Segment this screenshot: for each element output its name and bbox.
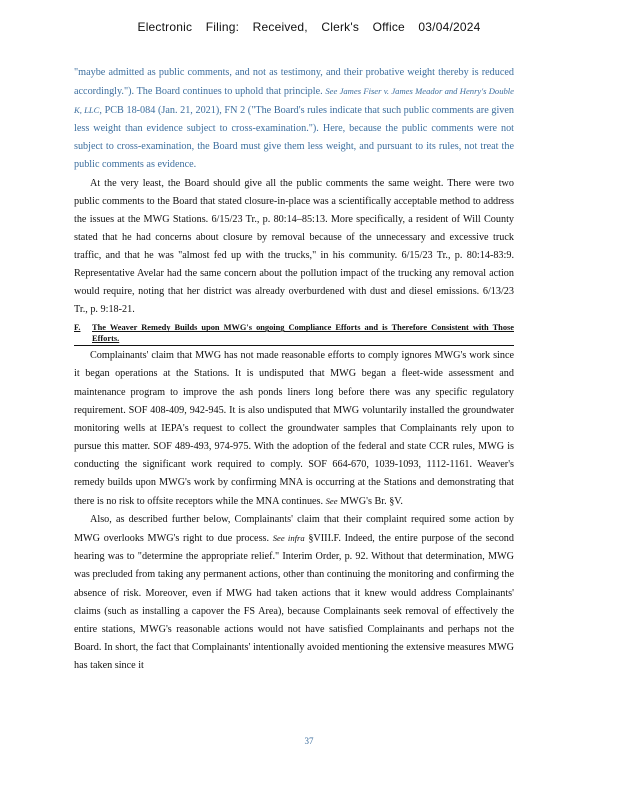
compliance-text: Complainants' claim that MWG has not made reasonable efforts to comply ignores MWG's work since it began operations at the Stations. It is undisputed that MWG began a fleet-wide assessment and maintenance program to improve the ash ponds liners long before there was any specific regulatory requirement. SOF 408-409, 942-945. It is also undisputed that MWG voluntarily installed the groundwater monitoring wells at IEPA's request to collect the groundwater samples that Complainants rely upon to pursue this matter. SOF 489-493, 974-975. With the adoption of the federal and state CCR rules, MWG is conducting the significant work required to comply. SOF 664-670, 1039-1093, 1112-1161. Weaver's remedy builds upon MWG's work by confirming MNA is occurring at the Stations and demonstrating that there is no risk to offsite receptors while the MNA continues. — [74, 350, 514, 508]
due-process-text-end: §VIII.F. Indeed, the entire purpose of the second hearing was to "determine the appropriate relief." Interim Order, p. 92. Without that determination, MWG was precluded from taking any permanent actions, other than continuing the monitoring and confirming the absence of risk. Moreover, even if MWG had taken actions that it knew would address Complainants' claims (such as installing a capover the FS Area), because Complainants seek removal of effectively the entire stations, MWG's reasonable actions would not have satisfied Complainants and perhaps not the Board. In short, the fact that Complainants' intentionally avoided mentioning the extensive measures MWG has taken since it — [74, 533, 514, 671]
paragraph-due-process — [74, 511, 514, 675]
paragraph-public-comments-quote — [74, 64, 514, 175]
section-heading-text: The Weaver Remedy Builds upon MWG's ongoing Compliance Efforts and is Therefore Consistent with Those Efforts. — [92, 323, 514, 344]
see-signal: See — [325, 496, 338, 507]
filing-header: Electronic Filing: Received, Clerk's Office 03/04/2024 — [137, 20, 481, 34]
compliance-citation: MWG's Br. §V. — [337, 496, 403, 508]
case-citation: See James Fiser v. James Meador and Henry's Double K, LLC — [74, 86, 514, 116]
document-body — [74, 64, 514, 675]
section-heading-label: F. — [74, 323, 81, 333]
quote-text-start: "maybe admitted as public comments, and not as testimony, and their probative weight thereby is reduced accordingly."). The Board continues to uphold that principle. — [74, 67, 514, 98]
see-infra-signal: See infra — [272, 533, 305, 544]
paragraph-compliance-efforts — [74, 347, 514, 511]
quote-text-end: , PCB 18-084 (Jan. 21, 2021), FN 2 ("The Board's rules indicate that such public comments are given less weight than evidence subject to cross-examination."). Here, because the public comments were not subject to cross-examination, the Board must give them less weight, and pursuant to its rules, not treat the public comments as evidence. — [74, 105, 514, 171]
due-process-text-start: Also, as described further below, Complainants' claim that their complaint required some action by MWG overlooks MWG's right to due process. — [74, 514, 514, 545]
paragraph-public-comments-weight: At the very least, the Board should give all the public comments the same weight. There were two public comments to the Board that stated closure-in-place was a scientifically acceptable method to address the issues at the MWG Stations. 6/15/23 Tr., p. 80:14–85:13. More specifically, a resident of Will County stated that he had concerns about closure by removal because of the unnecessary and excessive truck traffic, and that he was "almost fed up with the trucks," in his community. 6/15/23 Tr., p. 80:14-83:9. Representative Avelar had the same concern about the pollution impact of the trucking any removal action would require, noting that her district was already overburdened with dust and diesel emissions. 6/13/23 Tr., p. 9:18-21. — [74, 177, 514, 316]
page-number: 37 — [304, 736, 314, 746]
section-heading-f — [74, 322, 514, 346]
